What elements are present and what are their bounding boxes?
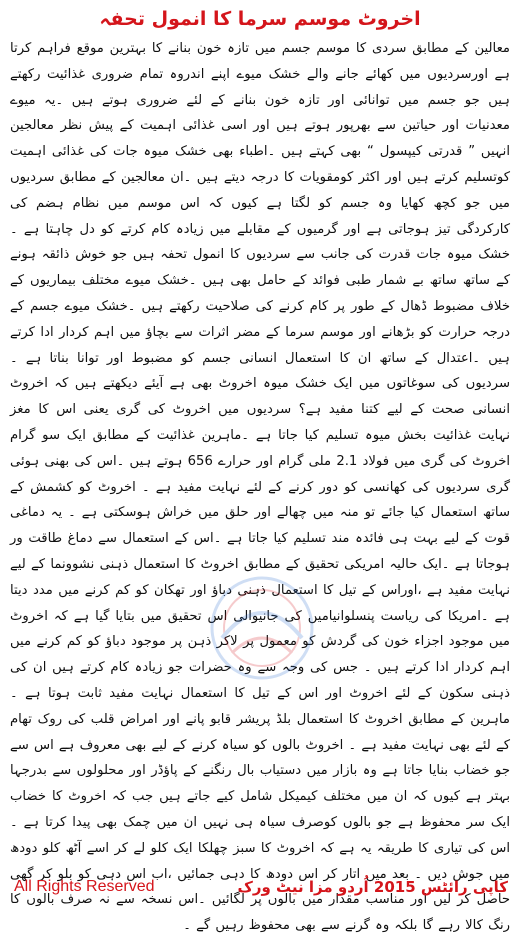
article-body: معالین کے مطابق سردی کا موسم جسم میں تازہ خون بنانے کا بہترین موقع فراہم کرتا ہے اورسردیوں میں کھائے جانے والے خشک میوے اپنے اندروہ تمام ضروری غذائیت رکھتے ہیں جو جسم میں توانائی اور تازہ خون بنانے کے لئے ضروری ہوتے ہیں ۔یہ میوے معدنیات اور حیاتین سے بھرپور ہوتے ہیں اور اسی غذائی اہمیت کے پیش نظر معالجین انہیں ” قدرتی کیپسول “ بھی کہتے ہیں ۔اطباء بھی خشک میوہ جات کی غذائی اہمیت کوتسلیم کرتے ہیں اور اکثر کومقویات کا درجہ دیتے ہیں ۔ان معالجین کے مطابق سردیوں میں جو کچھ کھایا وہ جسم کو لگتا ہے کیوں کہ اس موسم میں نظام ہضم کی کارکردگی تیز ہوجاتی ہے اور گرمیوں کے مقابلے میں زیادہ کام کرتے کو دل چاہتا ہے ۔ خشک میوہ جات قدرت کی جانب سے سردیوں کا انمول تحفہ ہیں جو خوش ذائقہ ہونے کے ساتھ ساتھ بے شمار طبی فوائد کے حامل بھی ہیں ۔خشک میوے مختلف بیماریوں کے خلاف مضبوط ڈھال کے طور پر کام کرنے کی صلاحیت رکھتے ہیں ۔خشک میوے جسم کے درجہ حرارت کو بڑھانے اور موسم سرما کے مضر اثرات سے بچاؤ میں اہم کردار ادا کرتے ہیں ۔اعتدال کے ساتھ ان کا استعمال انسانی جسم کو مضبوط اور توانا بناتا ہے ۔سردیوں کی سوغاتوں میں ایک خشک میوہ اخروٹ بھی ہے آیئے دیکھتے ہیں کہ اخروٹ انسانی صحت کے لیے کتنا مفید ہے؟ سردیوں میں اخروٹ کی گری یعنی اس کا مغز نہایت غذائیت بخش میوہ تسلیم کیا جاتا ہے ۔ماہرین غذائیت کے مطابق ایک سو گرام اخروٹ کی گری میں فولاد 2.1 ملی گرام اور حرارے 656 ہوتے ہیں ۔اس کی بھنی ہوئی گری سردیوں کی کھانسی کو دور کرنے کے لئے نہایت مفید ہے ۔ اخروٹ کو کشمش کے ساتھ استعمال کیا جائے تو منہ میں چھالے اور حلق میں خراش ہوسکتی ہے ۔ یہ دماغی قوت کے لیے بہت ہی فائدہ مند تسلیم کیا جاتا ہے ۔اس کے استعمال سے دماغ طاقت ور ہوجاتا ہے ۔ایک حالیہ امریکی تحقیق کے مطابق اخروٹ کا استعمال ذہنی نشوونما کے لیے نہایت مفید ہے ،اوراس کے تیل کا استعمال ذہنی دباؤ اور تھکان کو کم کرنے میں مدد دیتا ہے ۔امریکا کی ریاست پنسلوانیامیں کی جانیوالی اس تحقیق میں بتایا گیا ہے کہ اخروٹ میں موجود اجزاء خون کی گردش کو معمول پر لاکر ذہن پر موجود دباؤ کو کم کرنے میں اہم کردار ادا کرتے ہیں ۔ جس کی وجہ سے وہ حضرات جو زیادہ کام کرتے ہیں ان کی ذہنی سکون کے لئے اخروٹ اور اس کے تیل کا استعمال نہایت مفید ثابت ہوتا ہے ۔ ماہرین کے مطابق اخروٹ کا استعمال بلڈ پریشر قابو پانے اور امراض قلب کی روک تھام کے لئے بھی نہایت مفید ہے ۔ اخروٹ بالوں کو سیاہ کرنے کے لیے بھی معروف ہے اس سے جو خضاب بنایا جاتا ہے وہ بازار میں دستیاب بال رنگنے کے پاؤڈر اور محلولوں سے بدرجہا بہتر ہے کیوں کہ ان میں مختلف کیمیکل شامل کیے جاتے ہیں جب کہ اخروٹ کا خضاب ایک سر محفوظ ہے جو بالوں کوصرف سیاہ ہی نہیں ان میں چمک بھی پیدا کرتا ہے ۔اس کی تیاری کا طریقہ یہ ہے کہ اخروٹ کا سبز چھلکا ایک کلو لے کر اسے آٹھ کلو دودھ میں جوش دیں ۔ بعد میں اتار کر اس دودھ کا دہی جمائیں ،اب اس دہی کو بلو کر گھی حاصل کر لیں اور مناسب مقدار میں بالوں پر لگائیں ۔اس نسخہ سے نہ صرف بالوں کا رنگ کالا رہے گا بلکہ وہ گرنے سے بھی محفوظ رہیں گے ۔ [10, 41, 511, 934]
footer-copyright: کاپی رائٹس 2015 اُردو مزا نیٹ ورک [237, 878, 508, 896]
footer [14, 876, 508, 898]
article-title: اخروٹ موسم سرما کا انمول تحفہ [99, 8, 421, 30]
footer-rights: All Rights Reserved [14, 878, 155, 895]
